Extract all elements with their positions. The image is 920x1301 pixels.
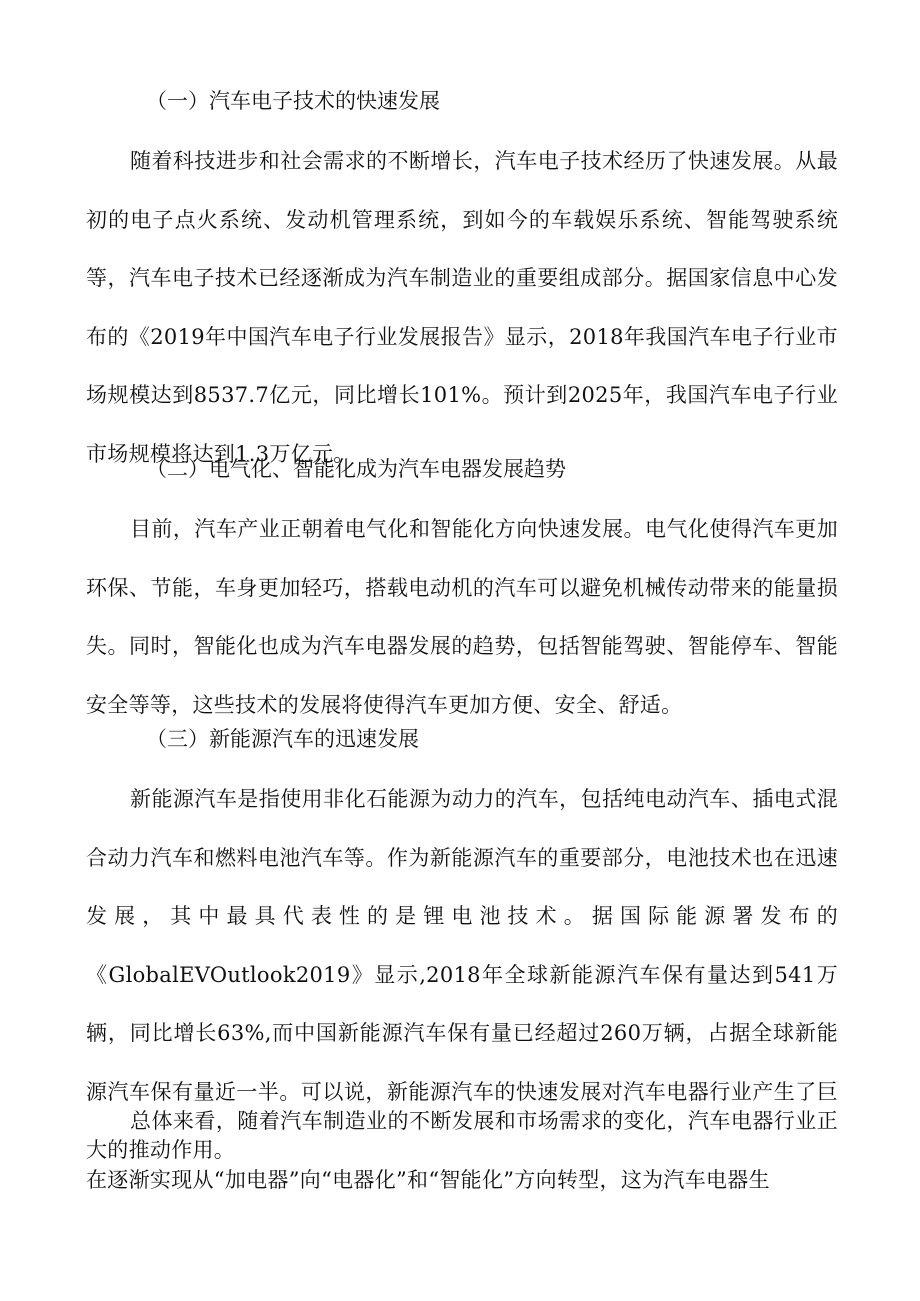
section-2-paragraph: 目前，汽车产业正朝着电气化和智能化方向快速发展。电气化使得汽车更加环保、节能，车身更加轻巧，搭载电动机的汽车可以避免机械传动带来的能量损失。同时，智能化也成为汽车电器发展的趋势，包括智能驾驶、智能停车、智能安全等等，这些技术的发展将使得汽车更加方便、安全、舒适。 — [86, 517, 838, 717]
section-1-heading: （一）汽车电子技术的快速发展 — [146, 89, 440, 113]
section-2-heading: （二）电气化、智能化成为汽车电器发展趋势 — [146, 457, 566, 481]
section-3-paragraph: 新能源汽车是指使用非化石能源为动力的汽车，包括纯电动汽车、插电式混合动力汽车和燃料电池汽车等。作为新能源汽车的重要部分，电池技术也在迅速发展，其中最具代表性的是锂电池技术。据国际能源署发布的《GlobalEVOutlook2019》显示,2018年全球新能源汽车保有量达到541万辆，同比增长63%,而中国新能源汽车保有量已经超过260万辆，占据全球新能源汽车保有量近一半。可以说，新能源汽车的快速发展对汽车电器行业产生了巨大的推动作用。 — [86, 787, 838, 1162]
section-3-heading: （三）新能源汽车的迅速发展 — [146, 727, 419, 751]
section-1-paragraph: 随着科技进步和社会需求的不断增长，汽车电子技术经历了快速发展。从最初的电子点火系统、发动机管理系统，到如今的车载娱乐系统、智能驾驶系统等，汽车电子技术已经逐渐成为汽车制造业的重要组成部分。据国家信息中心发布的《2019年中国汽车电子行业发展报告》显示，2018年我国汽车电子行业市场规模达到8537.7亿元，同比增长101%。预计到2025年，我国汽车电子行业市场规模将达到1.3万亿元。 — [86, 149, 838, 466]
closing-paragraph: 总体来看，随着汽车制造业的不断发展和市场需求的变化，汽车电器行业正在逐渐实现从“加电器”向“电器化”和“智能化”方向转型，这为汽车电器生 — [86, 1109, 838, 1192]
